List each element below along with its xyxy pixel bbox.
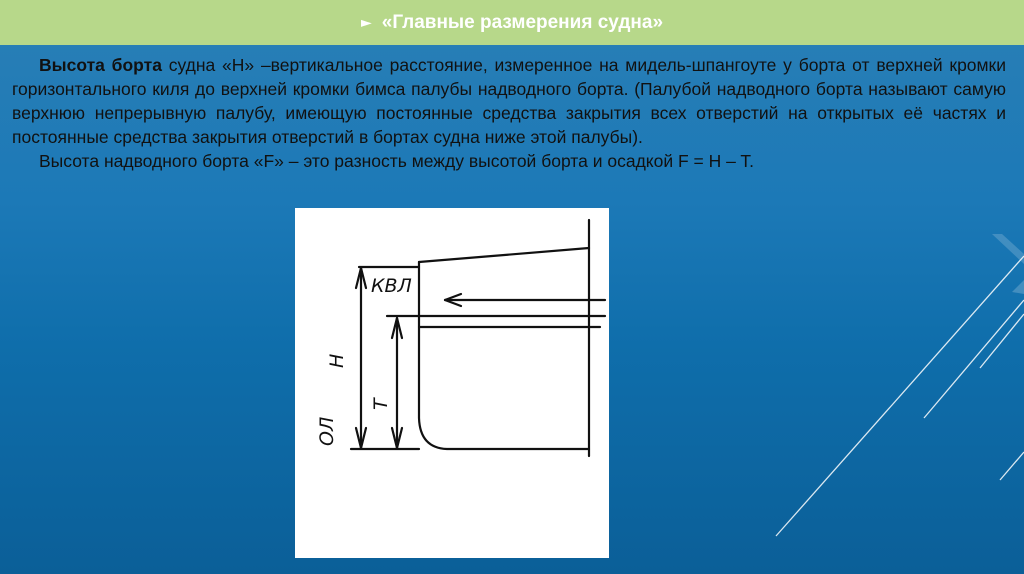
slide-title: «Главные размерения судна» (381, 11, 664, 33)
title-bullet-icon: ► (360, 14, 372, 31)
label-t: Т (370, 398, 392, 410)
paragraph-depth (12, 53, 1006, 149)
deck-line (419, 248, 589, 262)
title-bar (0, 0, 1024, 45)
body-text (12, 53, 1006, 173)
paragraph-depth-text: судна «Н» –вертикальное расстояние, измеренное на мидель-шпангоуте у борта от верхней кромки горизонтального киля до верхней кромки бимса палубы надводного борта. (Палубой надводного борта называют самую верхнюю непрерывную палубу, имеющую постоянные средства закрытия всех отверстий на открытых её частях и постоянные средства закрытия отверстий в бортах судна ниже этой палубы). (12, 55, 1006, 147)
paragraph-freeboard: Высота надводного борта «F» – это разность между высотой борта и осадкой F = H – T. (39, 151, 755, 171)
hull-section-diagram (295, 208, 609, 558)
hull-section-figure (295, 208, 609, 558)
label-ol: ОЛ (316, 416, 338, 446)
hull-outline (419, 262, 589, 449)
term-depth: Высота борта (39, 55, 162, 75)
label-kvl: КВЛ (371, 275, 412, 297)
label-h: Н (326, 353, 348, 368)
